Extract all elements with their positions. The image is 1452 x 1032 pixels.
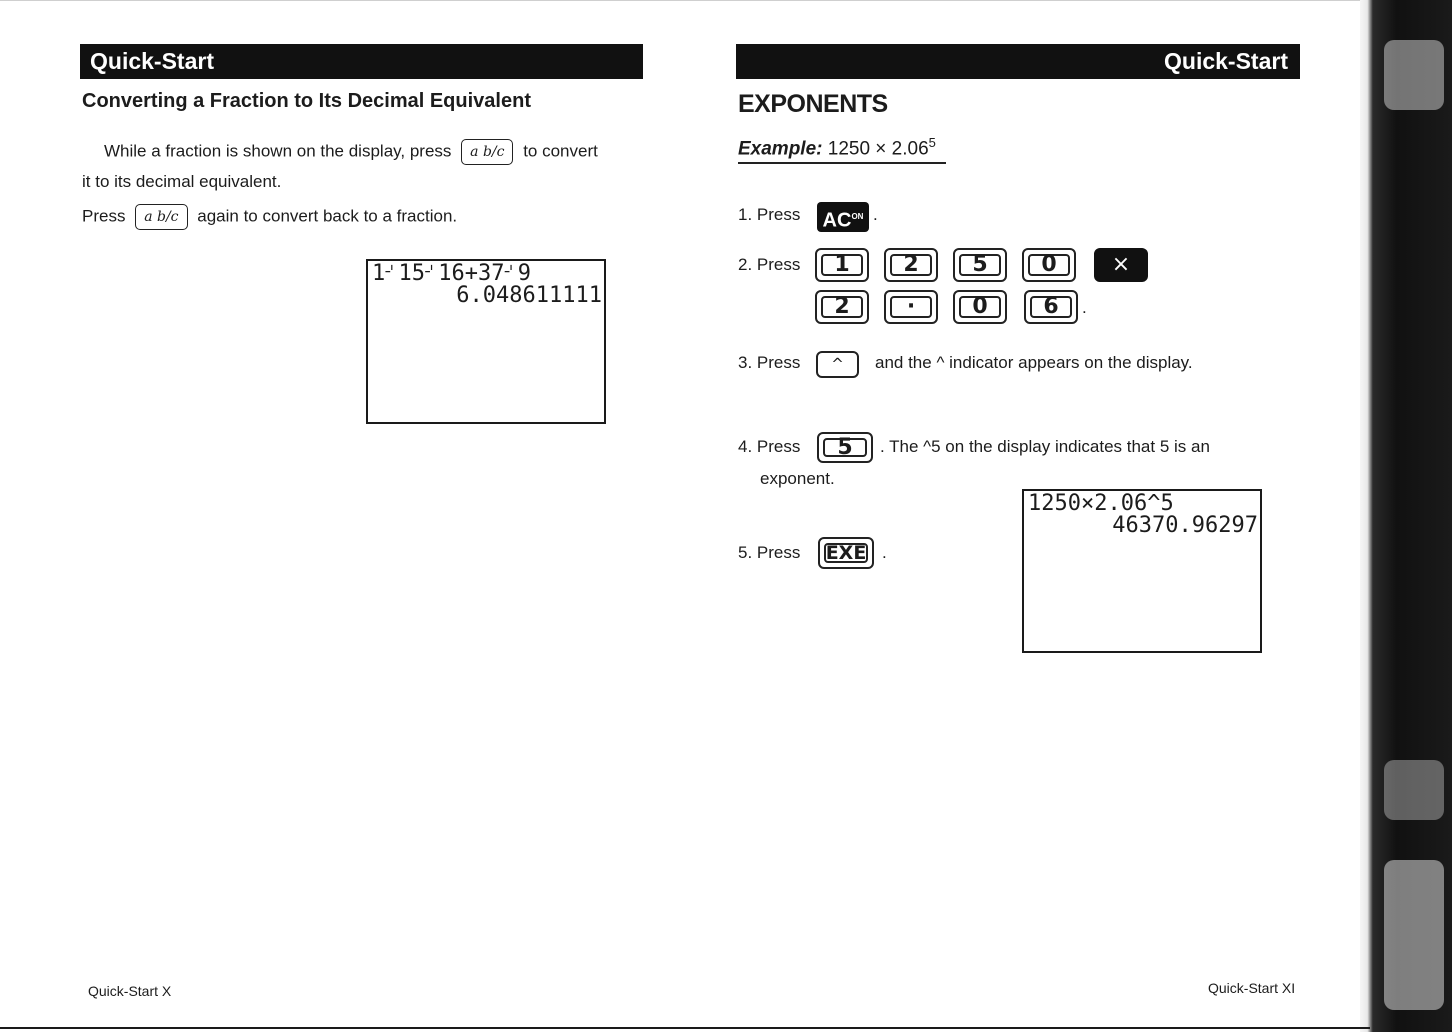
- left-banner: Quick-Start: [80, 44, 643, 79]
- decimal-point-label: ·: [906, 294, 916, 319]
- exe-key[interactable]: [818, 537, 874, 569]
- key-6-label: 6: [1043, 294, 1059, 319]
- right-calculator-display: [1022, 489, 1262, 653]
- step-4-text-b: . The ^5 on the display indicates that 5 is an: [880, 437, 1210, 456]
- display-line-1: 1⌏15⌏16+37⌏9: [372, 261, 531, 286]
- gutter-speck: [1384, 860, 1444, 1010]
- left-paragraph-2: [82, 204, 457, 230]
- key-2[interactable]: [884, 248, 938, 282]
- example-expression: 1250 × 2.06: [827, 138, 929, 160]
- left-footer: Quick-Start X: [88, 983, 172, 999]
- step-3-text-a: 3. Press: [738, 353, 801, 372]
- left-heading: Converting a Fraction to Its Decimal Equivalent: [82, 90, 531, 112]
- key-6[interactable]: [1024, 290, 1078, 324]
- step-1-text: 1. Press: [738, 205, 801, 224]
- key-0[interactable]: [953, 290, 1007, 324]
- multiply-key[interactable]: [1094, 248, 1148, 282]
- key-0-label: 0: [1041, 252, 1057, 277]
- caret-key-label: ^: [831, 355, 844, 373]
- key-1-label: 1: [834, 252, 850, 277]
- para2-text-a: Press: [82, 206, 126, 226]
- display-line-2: 6.048611111: [456, 283, 602, 308]
- key-0b-label: 0: [972, 294, 988, 319]
- fraction-key[interactable]: a b/c: [461, 139, 513, 165]
- step-4-text-c: exponent.: [760, 469, 835, 488]
- para1-text-b: to convert: [523, 141, 598, 161]
- ac-key[interactable]: [817, 202, 869, 232]
- caret-key[interactable]: [816, 351, 859, 378]
- key-1[interactable]: [815, 248, 869, 282]
- gutter-speck: [1384, 760, 1444, 820]
- period: .: [1082, 298, 1087, 317]
- left-calculator-display: [366, 259, 606, 424]
- exe-key-label: EXE: [825, 542, 867, 564]
- display-line-2: 46370.96297: [1112, 513, 1258, 538]
- example-exponent: 5: [928, 135, 936, 150]
- right-banner: Quick-Start: [736, 44, 1300, 79]
- para2-text-b: again to convert back to a fraction.: [197, 206, 458, 226]
- top-rule: [0, 0, 1452, 1]
- multiply-key-label: ×: [1111, 252, 1131, 277]
- step-3-text-b: and the ^ indicator appears on the display.: [875, 353, 1193, 372]
- left-paragraph-1: [104, 139, 598, 165]
- example-label: Example:: [738, 138, 823, 160]
- fraction-key[interactable]: a b/c: [135, 204, 187, 230]
- example-underline: [738, 162, 946, 164]
- key-5b-label: 5: [837, 435, 853, 460]
- key-5[interactable]: [817, 432, 873, 463]
- gutter-speck: [1384, 40, 1444, 110]
- key-2b-label: 2: [834, 294, 850, 319]
- key-5-label: 5: [972, 252, 988, 277]
- key-0[interactable]: [1022, 248, 1076, 282]
- right-heading: EXPONENTS: [738, 90, 888, 118]
- period: .: [873, 205, 878, 224]
- key-2-label: 2: [903, 252, 919, 277]
- bottom-rule: [0, 1027, 1370, 1029]
- ac-key-label: AC: [822, 209, 852, 232]
- para1-text-c: it to its decimal equivalent.: [82, 172, 282, 191]
- decimal-point-key[interactable]: [884, 290, 938, 324]
- period: .: [882, 543, 887, 562]
- step-2-text: 2. Press: [738, 255, 801, 274]
- key-5[interactable]: [953, 248, 1007, 282]
- display-line-1: 1250×2.06^5: [1028, 491, 1174, 516]
- ac-key-sup: ON: [851, 212, 864, 221]
- key-2[interactable]: [815, 290, 869, 324]
- step-5-text: 5. Press: [738, 543, 801, 562]
- step-4-text-a: 4. Press: [738, 437, 801, 456]
- right-footer: Quick-Start XI: [1208, 980, 1296, 996]
- example: [738, 135, 936, 160]
- para1-text-a: While a fraction is shown on the display, press: [104, 141, 452, 161]
